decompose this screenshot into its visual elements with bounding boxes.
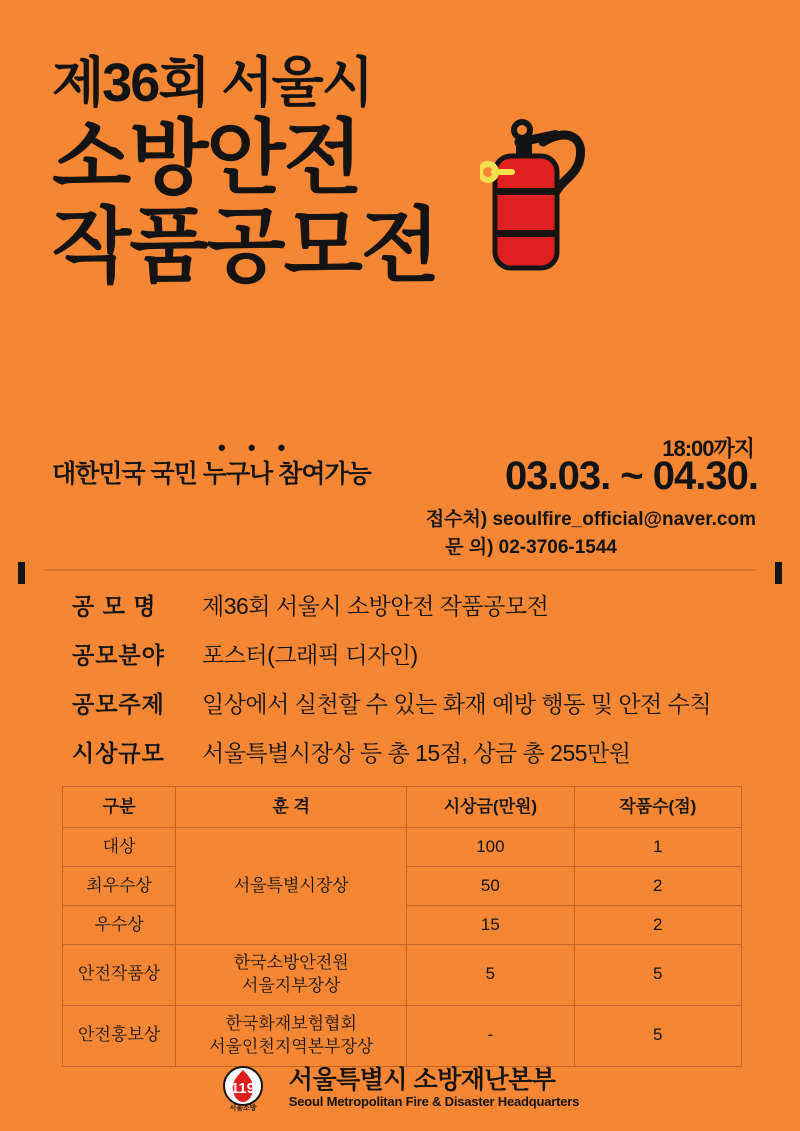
svg-text:119: 119 (230, 1080, 255, 1097)
info-label: 시상규모 (72, 740, 165, 766)
table-header-cell: 시상금(만원) (407, 787, 574, 828)
cell-honor-line2: 서울지부장상 (241, 975, 341, 995)
divider-tick-left (18, 562, 25, 584)
cell-count: 2 (574, 867, 741, 906)
cell-honor-line1: 한국화재보험협회 (225, 1013, 357, 1033)
cell-honor (176, 945, 407, 1006)
seoul-fire-119-emblem-icon (221, 1062, 279, 1114)
info-value: 서울특별시장상 등 총 15점, 상금 총 255만원 (202, 740, 631, 766)
info-row (72, 686, 752, 719)
cell-division: 안전작품상 (63, 945, 176, 1006)
footer-org-kr: 서울특별시 소방재난본부 (288, 1066, 556, 1095)
section-divider (0, 562, 800, 578)
cell-count: 5 (574, 1005, 741, 1066)
info-value: 포스터(그래픽 디자인) (202, 642, 418, 668)
footer-org-en: Seoul Metropolitan Fire & Disaster Headquarters (288, 1093, 580, 1109)
info-label: 공모분야 (72, 642, 165, 668)
info-label: 공모주제 (72, 691, 165, 717)
divider-line (44, 569, 756, 571)
info-row (72, 735, 752, 768)
info-row (72, 588, 752, 621)
contact-email: 접수처) seoulfire_official@naver.com (425, 509, 756, 530)
divider-tick-right (775, 562, 782, 584)
poster-subheader (52, 432, 764, 558)
cell-prize: 100 (407, 828, 574, 867)
contact-phone: 문 의) 02-3706-1544 (445, 537, 617, 558)
footer (0, 1062, 800, 1114)
poster-title (52, 53, 752, 292)
deadline-note: 18:00까지 (662, 436, 754, 461)
decorative-dots: • • • (218, 435, 294, 460)
svg-text:서울소방: 서울소방 (229, 1105, 257, 1112)
table-row (63, 945, 742, 1006)
table-row (63, 828, 742, 867)
submission-period: 03.03. ~ 04.30. (504, 454, 758, 498)
cell-prize: 5 (407, 945, 574, 1006)
eligibility-text: 대한민국 국민 누구나 참여가능 (52, 460, 371, 488)
cell-division: 최우수상 (63, 867, 176, 906)
title-line-2: 소방안전 (52, 113, 361, 204)
cell-count: 2 (574, 906, 741, 945)
table-header-cell: 작품수(점) (574, 787, 741, 828)
cell-honor (176, 1005, 407, 1066)
cell-count: 5 (574, 945, 741, 1006)
info-value: 제36회 서울시 소방안전 작품공모전 (202, 593, 549, 619)
award-table (62, 786, 742, 1067)
footer-org (289, 1066, 579, 1110)
cell-count: 1 (574, 828, 741, 867)
info-label: 공 모 명 (72, 593, 157, 619)
title-line-1: 제36회 서울시 (52, 53, 372, 113)
cell-prize: 15 (407, 906, 574, 945)
cell-honor-line1: 한국소방안전원 (233, 953, 349, 972)
cell-honor-line2: 서울인천지역본부장상 (209, 1036, 374, 1056)
cell-prize: 50 (407, 867, 574, 906)
table-header-cell: 훈 격 (176, 787, 407, 828)
table-header-row (63, 787, 742, 828)
title-line-3: 작품공모전 (52, 201, 439, 292)
table-row (63, 1005, 742, 1066)
cell-prize: - (407, 1005, 574, 1066)
cell-honor: 서울특별시장상 (176, 828, 407, 945)
info-list (72, 588, 752, 784)
info-row (72, 637, 752, 670)
cell-division: 대상 (63, 828, 176, 867)
cell-division: 우수상 (63, 906, 176, 945)
info-value: 일상에서 실천할 수 있는 화재 예방 행동 및 안전 수칙 (202, 691, 712, 717)
cell-division: 안전홍보상 (63, 1005, 176, 1066)
table-header-cell: 구분 (63, 787, 176, 828)
fire-extinguisher-icon (480, 110, 600, 300)
